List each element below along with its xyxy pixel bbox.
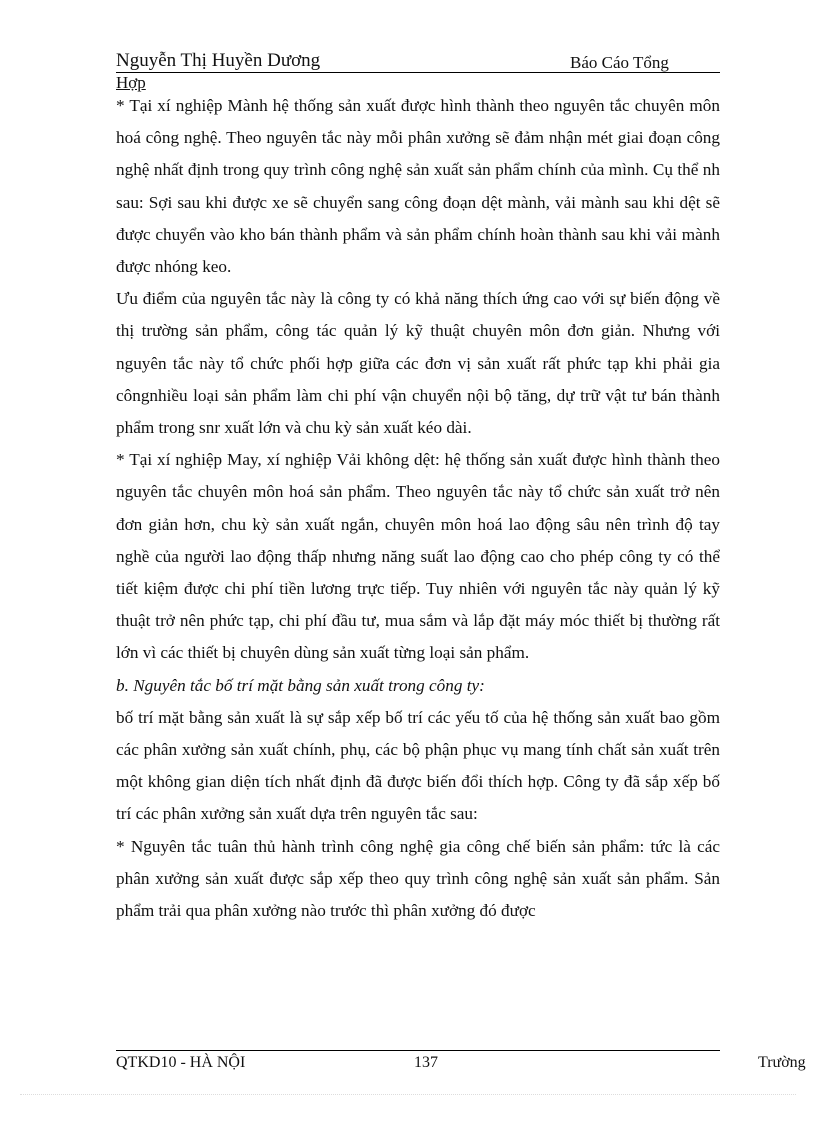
report-title-continued: Hợp [116,73,146,92]
header-line [116,50,720,73]
paragraph: * Nguyên tắc tuân thủ hành trình công nghệ gia công chế biến sản phẩm: tức là các phân xưởng sản xuất được sắp xếp theo quy trình công nghệ sản xuất sản phẩm. Sản phẩm trải qua phân xưởng nào trước thì phân xưởng đó được [116,836,720,921]
page-header [116,50,720,93]
footer-rule [116,1050,720,1051]
page-number: 137 [414,1054,438,1071]
author-name: Nguyễn Thị Huyền Dương [116,50,321,71]
paragraph: * Tại xí nghiệp Mành hệ thống sản xuất được hình thành theo nguyên tắc chuyên môn hoá công nghệ. Theo nguyên tắc này mỗi phân xưởng sẽ đảm nhận mét giai đoạn công nghệ nhất định trong quy trình công nghệ sản xuất sản phẩm chính của mình. Cụ thể nh sau: Sợi sau khi được xe sẽ chuyển sang công đoạn dệt mành, vải mành sau khi dệt sẽ được chuyển vào kho bán thành phẩm và sản phẩm chính hoàn thành sau khi vải mành được nhóng keo. [116,96,720,277]
paragraph: * Tại xí nghiệp May, xí nghiệp Vải không dệt: hệ thống sản xuất được hình thành theo nguyên tắc chuyên môn hoá sản phẩm. Theo nguyên tắc này tổ chức sản xuất trở nên đơn giản hơn, chu kỳ sản xuất ngắn, chuyên môn hoá lao động sâu nên trình độ tay nghề của người lao động thấp nhưng năng suất lao động cao cho phép công ty có thể tiết kiệm được chi phí tiền lương trực tiếp. Tuy nhiên với nguyên tắc này quản lý kỹ thuật trở nên phức tạp, chi phí đầu tư, mua sắm và lắp đặt máy móc thiết bị thường rất lớn vì các thiết bị chuyên dùng sản xuất từng loại sản phẩm. [116,450,720,663]
footer-left-text: QTKD10 - HÀ NỘI [116,1054,246,1071]
footer-right-text: Trường [758,1054,806,1071]
section-subheading: b. Nguyên tắc bố trí mặt bằng sản xuất trong công ty: [116,675,485,695]
paragraph: Ưu điểm của nguyên tắc này là công ty có khả năng thích ứng cao với sự biến động về thị trường sản phẩm, công tác quản lý kỹ thuật chuyên môn đơn giản. Nhưng với nguyên tắc này tổ chức phối hợp giữa các đơn vị sản xuất rất phức tạp khi phải gia côngnhiều loại sản phẩm làm chi phí vận chuyển nội bộ tăng, dự trữ vật tư bán thành phẩm trong snr xuất lớn và chu kỳ sản xuất kéo dài. [116,289,720,438]
report-title: Báo Cáo Tổng [570,53,669,72]
page-break-divider [20,1094,796,1095]
document-body [116,90,720,927]
paragraph: bố trí mặt bằng sản xuất là sự sắp xếp bố trí các yếu tố của hệ thống sản xuất bao gồm các phân xưởng sản xuất chính, phụ, các bộ phận phục vụ mang tính chất sản xuất trên một không gian diện tích nhất định đã được biến đổi thích hợp. Công ty đã sắp xếp bố trí các phân xưởng sản xuất dựa trên nguyên tắc sau: [116,707,720,824]
